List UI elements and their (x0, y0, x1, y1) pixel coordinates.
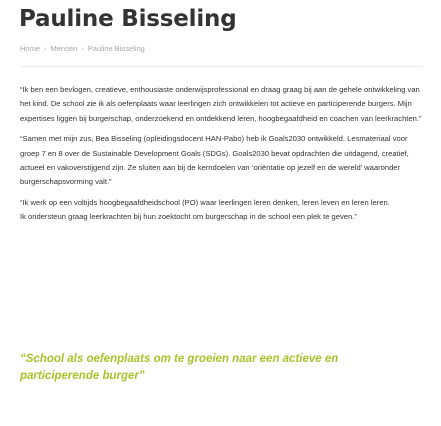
bio-paragraph: Ik ondersteun graag leerkrachten bij hun zoektocht om burgerschap in de school een plek te geven.” (20, 212, 357, 222)
bio-paragraph: “Ik ben een bevlogen, creatieve, enthousiaste onderwijsprofessional en draag graag bij aan de gehele ontwikkeling van het kind. De school zie ik als oefenplaats waar leerlingen zich ontwikkelen tot actieve en participerende burgers. Mijn expertises liggen bij burgerschap, onderzoekend en ontdekkend leren, hoogbegaafdheid en coachen van leerkrachten.” (20, 85, 422, 123)
breadcrumb-current: Pauline Bisseling (87, 44, 145, 53)
breadcrumb-home-link[interactable]: Home (20, 44, 41, 53)
bio-content (20, 83, 425, 231)
header-divider (20, 66, 421, 67)
bio-paragraph: “Ik werk op een voltijds hoogbegaafdheidschool (PO) waar leerlingen leren denken, leren leven en leren leren. (20, 197, 390, 207)
breadcrumb-mensen-link[interactable]: Mensen (50, 44, 78, 53)
breadcrumb (20, 44, 145, 53)
bio-paragraph: “Samen met mijn zus, Bea Bisseling (opleidingsdocent HAN-Pabo) heb ik Goals2030 ontwikkeld. Lesmateriaal voor groep 7 en 8 over de Sustainable Development Goals (SDGs). Goals2030 bevat opdrachten die uitdagend, creatief, actueel en vakoverstijgend zijn. Ze sluiten aan bij de kerndoelen van ‘oriëntatie op jezelf en de wereld’ waaronder burgerschapsvorming valt.” (20, 134, 409, 187)
highlight-quote: “School als oefenplaats om te groeien naar een actieve en participerende burger” (20, 353, 339, 382)
breadcrumb-separator: › (81, 44, 84, 53)
page-title: Pauline Bisseling (19, 6, 237, 32)
breadcrumb-separator: › (44, 44, 47, 53)
